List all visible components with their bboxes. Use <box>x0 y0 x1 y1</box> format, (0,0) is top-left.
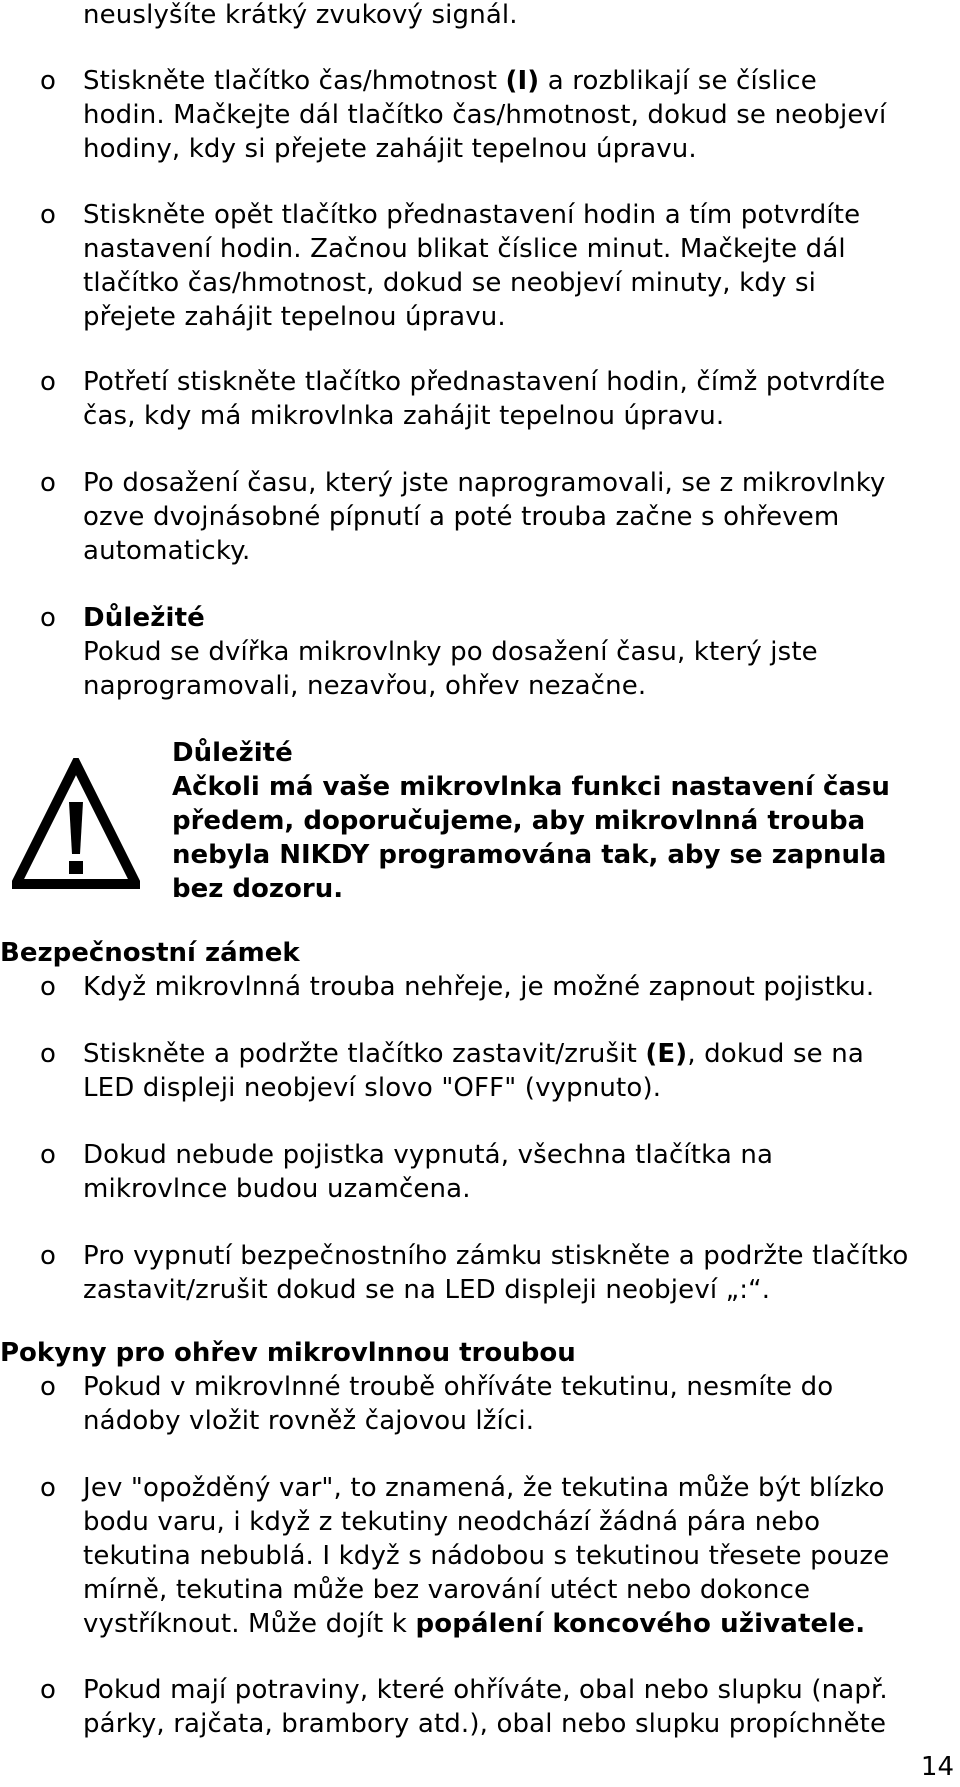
item-line: přejete zahájit tepelnou úpravu. <box>83 302 506 332</box>
item-line: hodin. Mačkejte dál tlačítko čas/hmotnost, dokud se neobjeví <box>83 100 887 130</box>
item-line: Pokud se dvířka mikrovlnky po dosažení času, který jste <box>83 637 818 667</box>
bullet: o <box>40 1675 57 1705</box>
item-line: LED displeji neobjeví slovo "OFF" (vypnuto). <box>83 1073 662 1103</box>
item-line: Když mikrovlnná trouba nehřeje, je možné zapnout pojistku. <box>83 972 875 1002</box>
item-line: párky, rajčata, brambory atd.), obal nebo slupku propíchněte <box>83 1709 887 1739</box>
item-line: ozve dvojnásobné pípnutí a poté trouba začne s ohřevem <box>83 502 840 532</box>
item-line: Pokud v mikrovlnné troubě ohříváte tekutinu, nesmíte do <box>83 1372 834 1402</box>
item-line: Dokud nebude pojistka vypnutá, všechna tlačítka na <box>83 1140 774 1170</box>
item-line: mikrovlnce budou uzamčena. <box>83 1174 471 1204</box>
bullet: o <box>40 367 57 397</box>
item-line: Pro vypnutí bezpečnostního zámku stiskněte a podržte tlačítko <box>83 1241 909 1271</box>
warning-title: Důležité <box>172 738 293 768</box>
item-line: nádoby vložit rovněž čajovou lžíci. <box>83 1406 535 1436</box>
item-line: hodiny, kdy si přejete zahájit tepelnou úpravu. <box>83 134 697 164</box>
warning-triangle-icon <box>12 758 140 890</box>
warning-line: bez dozoru. <box>172 874 344 904</box>
item-line: čas, kdy má mikrovlnka zahájit tepelnou úpravu. <box>83 401 725 431</box>
item-line: naprogramovali, nezavřou, ohřev nezačne. <box>83 671 647 701</box>
item-line: zastavit/zrušit dokud se na LED displeji neobjeví „:“. <box>83 1275 771 1305</box>
bullet: o <box>40 1473 57 1503</box>
bullet: o <box>40 1039 57 1069</box>
item-line: Stiskněte a podržte tlačítko zastavit/zrušit (E), dokud se na <box>83 1039 864 1069</box>
bullet: o <box>40 972 57 1002</box>
item-line: Stiskněte opět tlačítko přednastavení hodin a tím potvrdíte <box>83 200 861 230</box>
item-line: tekutina nebublá. I když s nádobou s tekutinou třesete pouze <box>83 1541 890 1571</box>
bullet: o <box>40 1241 57 1271</box>
bullet: o <box>40 468 57 498</box>
item-line: mírně, tekutina může bez varování utéct nebo dokonce <box>83 1575 811 1605</box>
page-number: 14 <box>920 1752 954 1782</box>
bullet: o <box>40 1140 57 1170</box>
warning-text <box>172 736 890 906</box>
item-line: nastavení hodin. Začnou blikat číslice minut. Mačkejte dál <box>83 234 846 264</box>
warning-line: předem, doporučujeme, aby mikrovlnná trouba <box>172 806 866 836</box>
item-line: Stiskněte tlačítko čas/hmotnost (I) a rozblikají se číslice <box>83 66 817 96</box>
bullet: o <box>40 1372 57 1402</box>
important-title: Důležité <box>83 603 205 633</box>
item-line: tlačítko čas/hmotnost, dokud se neobjeví minuty, kdy si <box>83 268 817 298</box>
item-line: Jev "opožděný var", to znamená, že tekutina může být blízko <box>83 1473 885 1503</box>
intro-line: neuslyšíte krátký zvukový signál. <box>83 0 518 30</box>
warning-line: nebyla NIKDY programována tak, aby se zapnula <box>172 840 887 870</box>
item-line: vystříknout. Může dojít k popálení koncového uživatele. <box>83 1609 866 1639</box>
item-line: Pokud mají potraviny, které ohříváte, obal nebo slupku (např. <box>83 1675 888 1705</box>
bullet: o <box>40 200 57 230</box>
bullet: o <box>40 603 57 633</box>
section-heading-lock: Bezpečnostní zámek <box>0 938 300 968</box>
warning-line: Ačkoli má vaše mikrovlnka funkci nastavení času <box>172 772 890 802</box>
bullet: o <box>40 66 57 96</box>
item-line: Potřetí stiskněte tlačítko přednastavení hodin, čímž potvrdíte <box>83 367 886 397</box>
item-line: bodu varu, i když z tekutiny neodchází žádná pára nebo <box>83 1507 821 1537</box>
section-heading-heating: Pokyny pro ohřev mikrovlnnou troubou <box>0 1338 576 1368</box>
item-line: Po dosažení času, který jste naprogramovali, se z mikrovlnky <box>83 468 886 498</box>
item-line: automaticky. <box>83 536 251 566</box>
